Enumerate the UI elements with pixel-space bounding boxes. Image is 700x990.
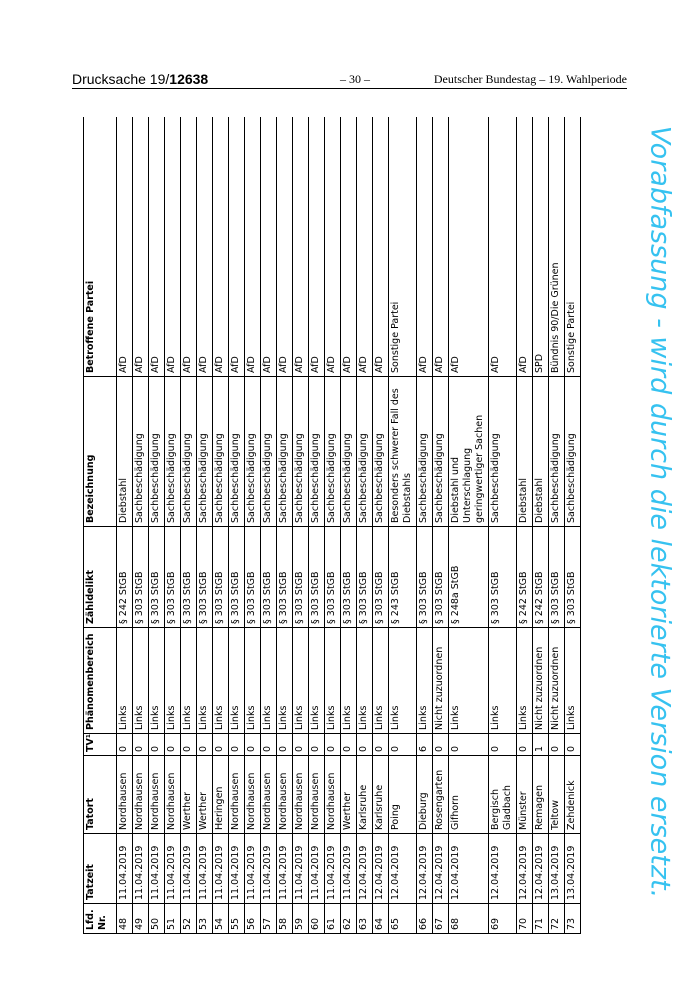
table-cell: 0 (341, 734, 357, 756)
table-cell: 11.04.2019 (341, 834, 357, 904)
table-cell: AfD (489, 117, 517, 377)
table-cell: AfD (213, 117, 229, 377)
table-cell: Werther (341, 756, 357, 834)
table-cell: 0 (197, 734, 213, 756)
table-cell: § 303 StGB (565, 527, 581, 628)
table-cell: Sachbeschädigung (357, 377, 373, 527)
table-cell: 48 (117, 904, 133, 934)
table-cell: 60 (309, 904, 325, 934)
header-rule (72, 88, 627, 89)
table-cell: 73 (565, 904, 581, 934)
table-cell: § 303 StGB (261, 527, 277, 628)
table-cell: Sachbeschädigung (197, 377, 213, 527)
table-cell: Nordhausen (117, 756, 133, 834)
draft-watermark: Vorabfassung - wird durch die lektorierte Version ersetzt. (644, 125, 676, 899)
table-cell: Sachbeschädigung (133, 377, 149, 527)
table-cell: Sachbeschädigung (341, 377, 357, 527)
table-cell: AfD (197, 117, 213, 377)
table-cell: Teltow (549, 756, 565, 834)
table-cell: 11.04.2019 (277, 834, 293, 904)
table-cell: AfD (417, 117, 433, 377)
table-row (389, 117, 417, 934)
table-cell: 12.04.2019 (417, 834, 433, 904)
table-cell: 53 (197, 904, 213, 934)
table-cell: 11.04.2019 (309, 834, 325, 904)
table-cell: Bergisch Gladbach (489, 756, 517, 834)
table-cell: 61 (325, 904, 341, 934)
table-cell: 11.04.2019 (165, 834, 181, 904)
table-cell: 13.04.2019 (565, 834, 581, 904)
table-container (83, 117, 615, 934)
table-row (133, 117, 149, 934)
table-row (565, 117, 581, 934)
table-cell: 69 (489, 904, 517, 934)
table-cell: 11.04.2019 (117, 834, 133, 904)
table-cell: Links (293, 628, 309, 734)
table-cell: Nicht zuzuordnen (433, 628, 449, 734)
table-cell: 0 (277, 734, 293, 756)
table-cell: Nordhausen (293, 756, 309, 834)
page-number: – 30 – (340, 72, 370, 86)
table-row (197, 117, 213, 934)
table-cell: Diebstahl (533, 377, 549, 527)
table-cell: AfD (277, 117, 293, 377)
table-cell: § 242 StGB (117, 527, 133, 628)
table-cell: 11.04.2019 (213, 834, 229, 904)
table-cell: 0 (245, 734, 261, 756)
table-cell: Links (517, 628, 533, 734)
table-cell: § 303 StGB (229, 527, 245, 628)
table-cell: AfD (149, 117, 165, 377)
table-header-row (84, 117, 117, 934)
table-cell: Nordhausen (245, 756, 261, 834)
table-cell: Dieburg (417, 756, 433, 834)
table-cell: Links (389, 628, 417, 734)
table-cell: 12.04.2019 (389, 834, 417, 904)
table-cell: § 303 StGB (165, 527, 181, 628)
table-cell: § 303 StGB (357, 527, 373, 628)
table-cell: 11.04.2019 (229, 834, 245, 904)
table-cell: Sachbeschädigung (417, 377, 433, 527)
table-cell: Nordhausen (325, 756, 341, 834)
table-cell: Nordhausen (165, 756, 181, 834)
table-cell: § 303 StGB (277, 527, 293, 628)
table-row (149, 117, 165, 934)
table-cell: 62 (341, 904, 357, 934)
table-cell: Links (133, 628, 149, 734)
table-cell: Nordhausen (309, 756, 325, 834)
table-cell: Links (325, 628, 341, 734)
table-cell: § 248a StGB (449, 527, 489, 628)
table-cell: § 303 StGB (197, 527, 213, 628)
table-cell: Diebstahl und Unterschlagung geringwertiger Sachen (449, 377, 489, 527)
table-cell: Links (417, 628, 433, 734)
table-cell: 0 (181, 734, 197, 756)
table-cell: 0 (149, 734, 165, 756)
table-cell: § 303 StGB (341, 527, 357, 628)
table-cell: AfD (229, 117, 245, 377)
table-cell: § 303 StGB (181, 527, 197, 628)
table-cell: Werther (197, 756, 213, 834)
table-body (117, 117, 581, 934)
table-cell: Links (261, 628, 277, 734)
table-cell: Links (245, 628, 261, 734)
table-cell: 11.04.2019 (245, 834, 261, 904)
table-cell: 59 (293, 904, 309, 934)
table-row (293, 117, 309, 934)
table-row (489, 117, 517, 934)
table-cell: Links (449, 628, 489, 734)
column-header: Bezeichnung (84, 377, 117, 527)
table-cell: § 242 StGB (517, 527, 533, 628)
table-cell: SPD (533, 117, 549, 377)
table-cell: Poing (389, 756, 417, 834)
table-cell: § 303 StGB (325, 527, 341, 628)
table-cell: Links (489, 628, 517, 734)
table-cell: Links (117, 628, 133, 734)
table-cell: Heringen (213, 756, 229, 834)
table-row (309, 117, 325, 934)
table-cell: 0 (261, 734, 277, 756)
table-cell: 12.04.2019 (449, 834, 489, 904)
table-cell: 11.04.2019 (261, 834, 277, 904)
table-row (277, 117, 293, 934)
table-row (549, 117, 565, 934)
column-header: Tatzeit (84, 834, 117, 904)
table-cell: 0 (389, 734, 417, 756)
table-cell: Links (565, 628, 581, 734)
table-row (373, 117, 389, 934)
table-cell: AfD (449, 117, 489, 377)
table-cell: Sachbeschädigung (325, 377, 341, 527)
table-cell: Sachbeschädigung (549, 377, 565, 527)
incident-table (83, 117, 581, 934)
table-cell: § 303 StGB (213, 527, 229, 628)
table-cell: AfD (133, 117, 149, 377)
table-cell: Links (197, 628, 213, 734)
table-cell: AfD (309, 117, 325, 377)
table-cell: Sachbeschädigung (293, 377, 309, 527)
table-cell: 12.04.2019 (533, 834, 549, 904)
table-cell: AfD (357, 117, 373, 377)
table-cell: Sachbeschädigung (373, 377, 389, 527)
table-row (325, 117, 341, 934)
column-header: Tatort (84, 756, 117, 834)
table-cell: 11.04.2019 (293, 834, 309, 904)
table-cell: AfD (181, 117, 197, 377)
table-row (533, 117, 549, 934)
table-cell: Nordhausen (277, 756, 293, 834)
table-cell: 0 (165, 734, 181, 756)
table-cell: Links (181, 628, 197, 734)
column-header: Betroffene Partei (84, 117, 117, 377)
table-cell: Links (373, 628, 389, 734)
table-row (261, 117, 277, 934)
table-cell: 56 (245, 904, 261, 934)
document-id (72, 71, 208, 87)
table-cell: Nordhausen (149, 756, 165, 834)
table-cell: 11.04.2019 (325, 834, 341, 904)
table-cell: 0 (117, 734, 133, 756)
table-cell: 0 (357, 734, 373, 756)
table-row (417, 117, 433, 934)
table-cell: AfD (517, 117, 533, 377)
table-cell: Links (213, 628, 229, 734)
table-row (433, 117, 449, 934)
table-cell: Sonstige Partei (389, 117, 417, 377)
table-cell: § 303 StGB (433, 527, 449, 628)
table-cell: Sachbeschädigung (149, 377, 165, 527)
table-cell: § 303 StGB (373, 527, 389, 628)
table-cell: Nordhausen (133, 756, 149, 834)
table-cell: Sachbeschädigung (489, 377, 517, 527)
column-header: Lfd. Nr. (84, 904, 117, 934)
table-cell: 0 (549, 734, 565, 756)
table-cell: 49 (133, 904, 149, 934)
table-cell: 0 (433, 734, 449, 756)
table-cell: 12.04.2019 (357, 834, 373, 904)
table-cell: 0 (517, 734, 533, 756)
table-cell: AfD (433, 117, 449, 377)
table-cell: § 303 StGB (293, 527, 309, 628)
table-cell: 12.04.2019 (489, 834, 517, 904)
table-row (517, 117, 533, 934)
table-cell: § 242 StGB (533, 527, 549, 628)
table-cell: Karlsruhe (357, 756, 373, 834)
table-cell: Bündnis 90/Die Grünen (549, 117, 565, 377)
table-cell: § 303 StGB (133, 527, 149, 628)
table-cell: 72 (549, 904, 565, 934)
table-cell: 0 (373, 734, 389, 756)
table-cell: 51 (165, 904, 181, 934)
table-row (165, 117, 181, 934)
table-cell: 58 (277, 904, 293, 934)
table-cell: Diebstahl (117, 377, 133, 527)
table-cell: AfD (341, 117, 357, 377)
table-cell: AfD (117, 117, 133, 377)
table-cell: Sachbeschädigung (245, 377, 261, 527)
table-cell: Remagen (533, 756, 549, 834)
table-cell: Nicht zuzuordnen (549, 628, 565, 734)
table-cell: Sachbeschädigung (277, 377, 293, 527)
table-cell: 12.04.2019 (433, 834, 449, 904)
table-cell: 64 (373, 904, 389, 934)
table-cell: § 303 StGB (309, 527, 325, 628)
table-cell: Zehdenick (565, 756, 581, 834)
table-row (357, 117, 373, 934)
table-cell: Sachbeschädigung (261, 377, 277, 527)
table-row (229, 117, 245, 934)
table-cell: Nicht zuzuordnen (533, 628, 549, 734)
table-row (245, 117, 261, 934)
table-row (181, 117, 197, 934)
table-cell: AfD (261, 117, 277, 377)
table-cell: 65 (389, 904, 417, 934)
table-cell: Links (357, 628, 373, 734)
doc-prefix: Drucksache 19/ (72, 71, 170, 87)
table-cell: 11.04.2019 (181, 834, 197, 904)
table-cell: Karlsruhe (373, 756, 389, 834)
table-cell: 50 (149, 904, 165, 934)
table-cell: 57 (261, 904, 277, 934)
table-cell: Links (309, 628, 325, 734)
table-cell: Sachbeschädigung (213, 377, 229, 527)
table-cell: Links (149, 628, 165, 734)
table-cell: 6 (417, 734, 433, 756)
table-cell: Nordhausen (261, 756, 277, 834)
table-cell: Besonders schwerer Fall des Diebstahls (389, 377, 417, 527)
legislative-period: Deutscher Bundestag – 19. Wahlperiode (433, 72, 627, 86)
table-row (213, 117, 229, 934)
table-cell: AfD (293, 117, 309, 377)
table-cell: 0 (309, 734, 325, 756)
table-cell: 63 (357, 904, 373, 934)
table-cell: 1 (533, 734, 549, 756)
table-cell: 0 (449, 734, 489, 756)
table-cell: Links (341, 628, 357, 734)
table-cell: 12.04.2019 (373, 834, 389, 904)
table-cell: 11.04.2019 (149, 834, 165, 904)
table-cell: Rosengarten (433, 756, 449, 834)
table-cell: 70 (517, 904, 533, 934)
table-cell: 0 (133, 734, 149, 756)
table-cell: 54 (213, 904, 229, 934)
table-cell: 71 (533, 904, 549, 934)
table-cell: Nordhausen (229, 756, 245, 834)
table-cell: Diebstahl (517, 377, 533, 527)
table-cell: 0 (293, 734, 309, 756)
column-header: Phänomenbereich (84, 628, 117, 734)
table-cell: 66 (417, 904, 433, 934)
table-cell: 55 (229, 904, 245, 934)
page-header (72, 68, 627, 90)
table-cell: AfD (245, 117, 261, 377)
table-cell: Gifhorn (449, 756, 489, 834)
table-cell: AfD (165, 117, 181, 377)
table-cell: 67 (433, 904, 449, 934)
table-cell: Werther (181, 756, 197, 834)
table-cell: 52 (181, 904, 197, 934)
rotated-table-frame (83, 117, 615, 934)
table-cell: § 303 StGB (149, 527, 165, 628)
table-cell: § 303 StGB (417, 527, 433, 628)
table-row (117, 117, 133, 934)
table-cell: § 243 StGB (389, 527, 417, 628)
table-cell: Sachbeschädigung (433, 377, 449, 527)
table-cell: Links (229, 628, 245, 734)
table-cell: 68 (449, 904, 489, 934)
table-cell: 13.04.2019 (549, 834, 565, 904)
table-cell: AfD (373, 117, 389, 377)
table-cell: § 303 StGB (489, 527, 517, 628)
table-cell: 0 (213, 734, 229, 756)
table-cell: 0 (325, 734, 341, 756)
column-header: TV¹ (84, 734, 117, 756)
table-cell: 0 (489, 734, 517, 756)
table-cell: 12.04.2019 (517, 834, 533, 904)
table-cell: Sonstige Partei (565, 117, 581, 377)
table-cell: 0 (229, 734, 245, 756)
table-cell: Sachbeschädigung (309, 377, 325, 527)
table-cell: Sachbeschädigung (229, 377, 245, 527)
doc-number: 12638 (169, 71, 209, 87)
table-cell: § 303 StGB (549, 527, 565, 628)
table-row (341, 117, 357, 934)
table-cell: § 303 StGB (245, 527, 261, 628)
table-cell: Sachbeschädigung (181, 377, 197, 527)
table-row (449, 117, 489, 934)
table-cell: Münster (517, 756, 533, 834)
table-cell: Sachbeschädigung (165, 377, 181, 527)
table-cell: AfD (325, 117, 341, 377)
table-cell: 11.04.2019 (197, 834, 213, 904)
table-cell: Links (165, 628, 181, 734)
table-cell: Sachbeschädigung (565, 377, 581, 527)
table-cell: 0 (565, 734, 581, 756)
column-header: Zähldelikt (84, 527, 117, 628)
table-cell: 11.04.2019 (133, 834, 149, 904)
table-cell: Links (277, 628, 293, 734)
